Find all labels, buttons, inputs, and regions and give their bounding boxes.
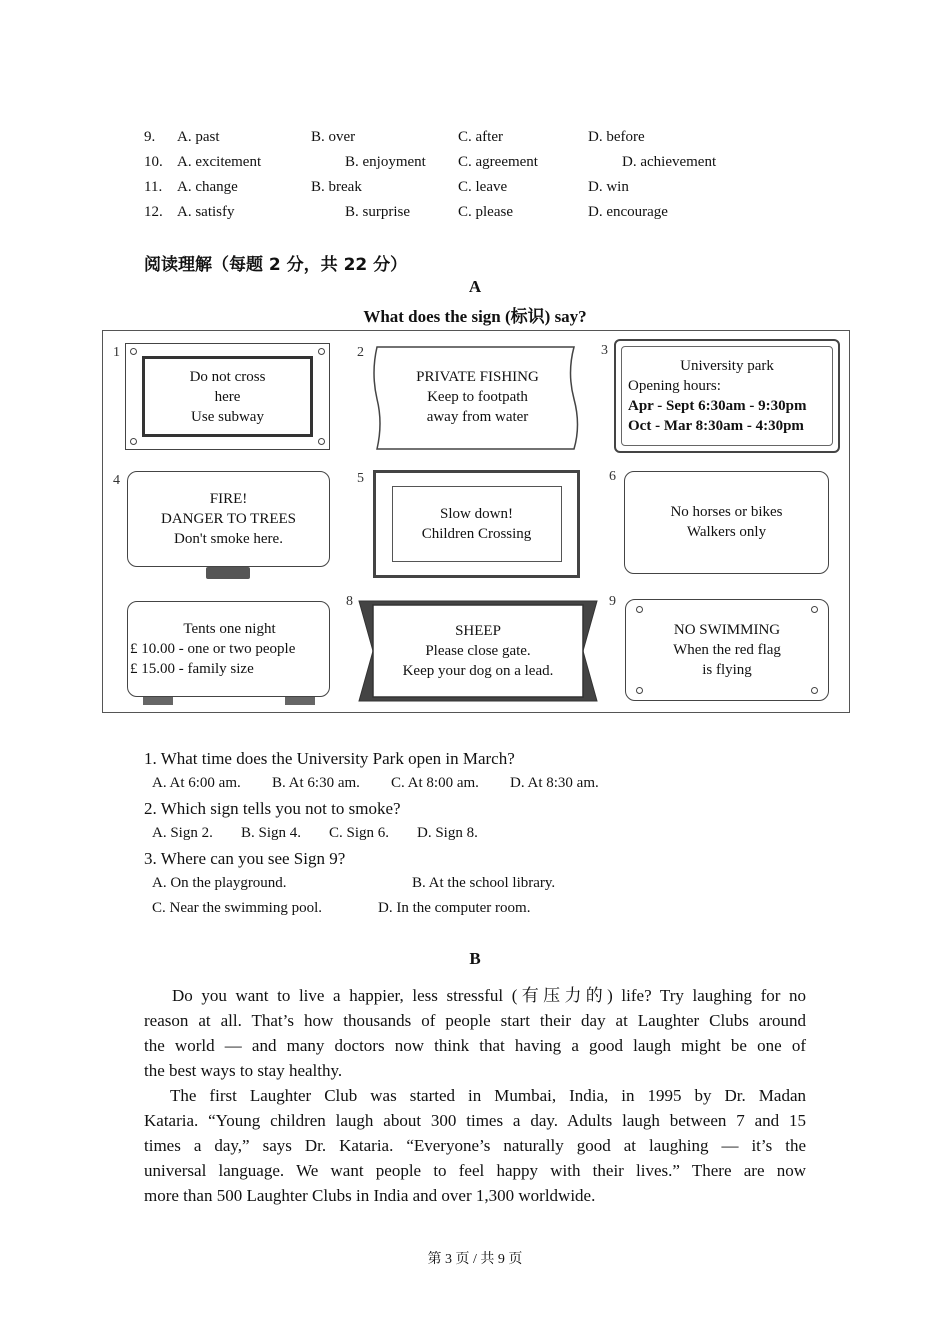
sign-number: 4 [113,473,120,488]
choice-number: 10. [144,154,163,170]
sign-text: SHEEP [455,623,501,639]
sign-number: 9 [609,594,616,609]
sign-text: Keep your dog on a lead. [402,663,554,679]
option-d: D. At 8:30 am. [510,775,599,791]
rivet [811,687,818,694]
sign-text: PRIVATE FISHING [416,369,539,385]
choice-option-a: A. satisfy [177,204,235,220]
sign-post [206,567,250,579]
option-d: D. Sign 8. [417,825,478,841]
paragraph-line: Kataria. “Young children laugh about 300 times a day. Adults laugh between 7 and 15 [144,1111,806,1130]
option-a: A. At 6:00 am. [152,775,241,791]
sign-text: Do not cross [189,368,266,385]
page-footer: 第 3 页 / 共 9 页 [427,1252,523,1267]
sign-text: here [214,388,241,405]
sign-text: Tents one night [183,621,276,637]
passage-b-letter: B [469,949,481,968]
sign-text: Please close gate. [425,643,531,659]
sign-text: away from water [426,409,529,425]
sign-text: is flying [702,662,752,678]
choice-option-a: A. past [177,129,220,145]
sign-text: DANGER TO TREES [160,511,296,527]
sign-text: £ 10.00 - one or two people [130,641,296,657]
choice-option-c: C. after [458,129,503,145]
option-b: B. Sign 4. [241,825,302,841]
sign-text: Opening hours: [628,378,721,394]
sign-6 [624,471,829,574]
paragraph-line: reason at all. That’s how thousands of people start their day at Laughter Clubs around [144,1011,806,1030]
choice-option-b: B. break [311,179,362,195]
section-title: 阅读理解（每题 2 分，共 22 分） [144,255,408,275]
rivet [636,687,643,694]
sign-7 [127,601,330,697]
choice-option-b: B. over [311,129,356,145]
sign-text: £ 15.00 - family size [130,661,254,677]
sign-number: 3 [601,343,608,358]
choice-option-d: D. before [588,129,645,145]
choice-option-d: D. win [588,179,629,195]
sign-text: University park [680,358,774,374]
sign-text: NO SWIMMING [673,622,781,638]
choice-number: 9. [144,129,156,145]
sign-text: Slow down! [440,506,513,522]
sign-inner-frame [392,486,562,562]
sign-post [285,697,315,705]
rivet [130,348,137,355]
option-c: C. At 8:00 am. [391,775,479,791]
question-3: 3. Where can you see Sign 9? [144,849,346,868]
sign-text: Keep to footpath [427,389,528,405]
rivet [318,438,325,445]
choice-option-b: B. enjoyment [345,154,426,170]
rivet [636,606,643,613]
paragraph-line: universal language. We want people to feel happy with their lives.” There are now [144,1161,806,1180]
option-a: A. Sign 2. [152,825,213,841]
choice-option-b: B. surprise [345,204,410,220]
sign-post [143,697,173,705]
paragraph-line: times a day,” says Dr. Kataria. “Everyone’s naturally good at laughing — it’s the [144,1136,806,1155]
sign-text: FIRE! [209,491,248,507]
sign-text: Oct - Mar 8:30am - 4:30pm [628,418,804,434]
choice-number: 11. [144,179,163,195]
option-c: C. Near the swimming pool. [152,900,322,916]
sign-text: No horses or bikes [670,504,783,520]
sign-number: 8 [346,594,353,609]
choice-option-a: A. change [177,179,238,195]
choice-option-a: A. excitement [177,154,262,170]
choice-option-c: C. agreement [458,154,538,170]
passage-a-letter: A [468,277,482,296]
question-1: 1. What time does the University Park open in March? [144,749,515,768]
sign-inner-frame [142,356,313,437]
sign-text: Walkers only [686,524,767,540]
sign-2 [375,347,580,447]
paragraph-line: The first Laughter Club was started in Mumbai, India, in 1995 by Dr. Madan [170,1086,806,1105]
passage-a-heading: What does the sign (标识) say? [363,307,587,326]
sign-9 [625,599,829,701]
option-a: A. On the playground. [152,875,287,891]
sign-5 [373,470,580,578]
sign-number: 6 [609,469,616,484]
sign-1 [125,343,330,450]
sign-text: Don't smoke here. [174,531,283,547]
sign-4 [127,471,330,567]
option-b: B. At 6:30 am. [272,775,360,791]
option-b: B. At the school library. [412,875,556,891]
sign-text: When the red flag [673,642,781,658]
sign-3 [614,339,840,453]
sign-text: Apr - Sept 6:30am - 9:30pm [628,398,807,414]
paragraph-line: the world — and many doctors now think that having a good laugh might be one of [144,1036,806,1055]
question-2: 2. Which sign tells you not to smoke? [144,799,401,818]
choice-number: 12. [144,204,163,220]
choice-option-d: D. encourage [588,204,668,220]
paragraph-line: the best ways to stay healthy. [144,1061,343,1080]
paragraph-line: Do you want to live a happier, less stressful (有压力的) life? Try laughing for no [172,986,806,1005]
choice-option-c: C. leave [458,179,508,195]
sign-number: 5 [357,471,364,486]
passage-b-paragraph-1 [144,983,806,1083]
sign-inner-frame [621,346,833,446]
signs-panel [102,330,850,713]
sign-text: Use subway [191,408,264,425]
option-d: D. In the computer room. [378,900,531,916]
passage-b-paragraph-2 [144,1083,806,1208]
rivet [811,606,818,613]
paragraph-line: more than 500 Laughter Clubs in India and over 1,300 worldwide. [144,1186,596,1205]
choice-option-d: D. achievement [622,154,717,170]
sign-number: 1 [113,345,120,360]
option-c: C. Sign 6. [329,825,390,841]
rivet [130,438,137,445]
sign-text: Children Crossing [421,526,532,542]
sign-8 [375,607,581,695]
rivet [318,348,325,355]
choice-option-c: C. please [458,204,513,220]
sign-number: 2 [357,345,364,360]
